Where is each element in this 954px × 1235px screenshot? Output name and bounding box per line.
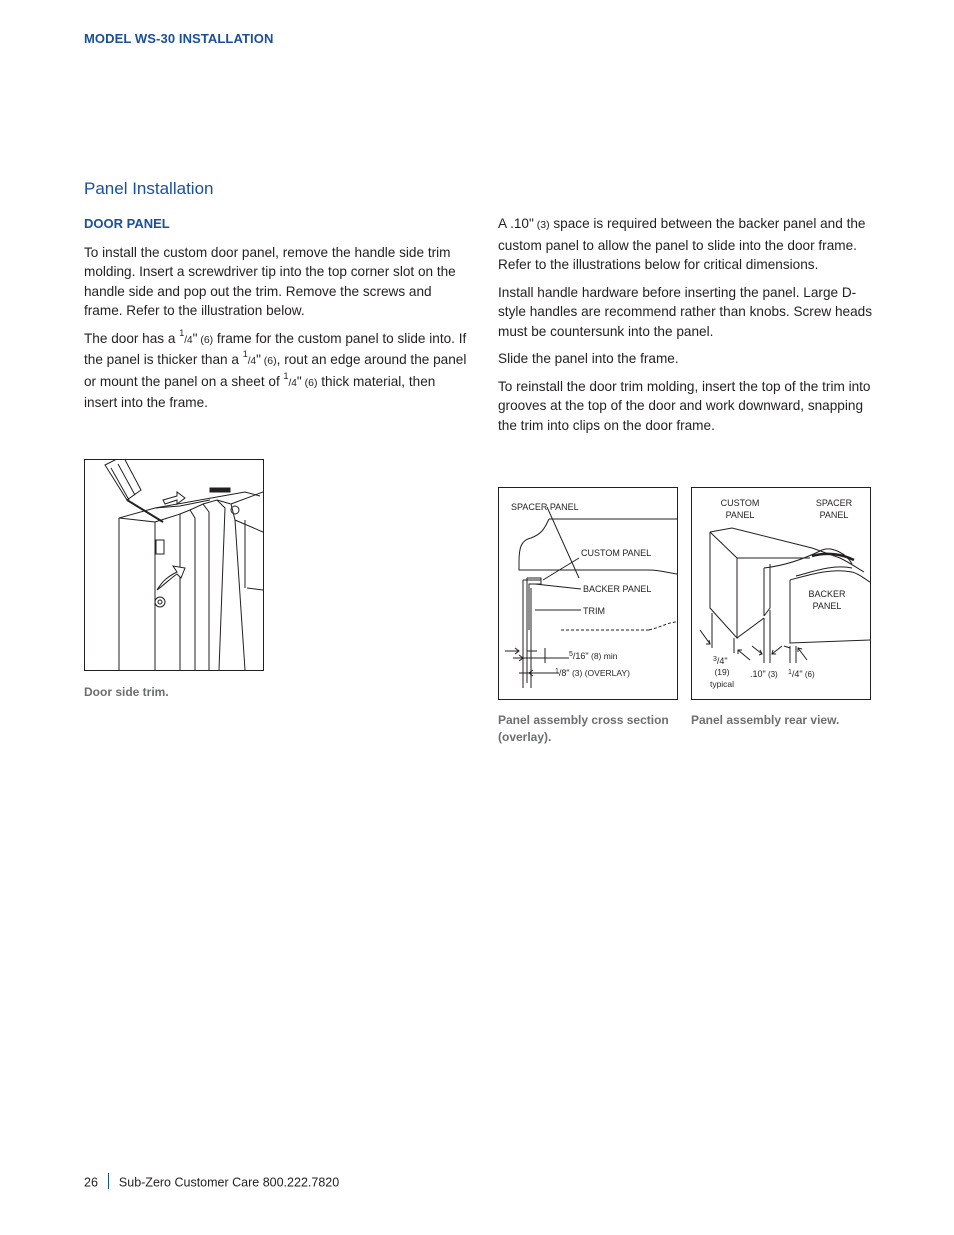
- rv-label-spacer-2: PANEL: [819, 510, 849, 520]
- rv-dim-ten: .10" (3): [750, 669, 778, 679]
- left-paragraph-1: To install the custom door panel, remove the handle side trim molding. Insert a screwdriver tip into the top corner slot on the handle side and pop out the trim. Remove the screws and frame. Refer to the illustration below.: [84, 244, 456, 318]
- door-trim-illustration: [84, 459, 264, 671]
- rv-dim-typical: typical: [709, 679, 735, 689]
- rv-label-backer-1: BACKER: [808, 589, 846, 599]
- rv-dim-three-quarter-mm: (19): [714, 667, 730, 677]
- page-footer: [84, 1175, 339, 1191]
- running-header: MODEL WS-30 INSTALLATION: [84, 31, 274, 46]
- rv-label-spacer-1: SPACER: [815, 498, 853, 508]
- cs-label-custom-panel: CUSTOM PANEL: [581, 548, 652, 558]
- rv-label-backer-2: PANEL: [812, 601, 842, 611]
- rv-label-custom-1: CUSTOM: [720, 498, 760, 508]
- page-number: 26: [84, 1175, 98, 1190]
- cs-label-spacer-panel: SPACER PANEL: [511, 502, 579, 512]
- left-paragraph-2: The door has a $^1$/4" (6) frame for the custom panel to slide into. If the panel is thicker than a $^1$/4" (6), rout an edge around the panel or mount the panel on a sheet of $^1$/4" (6) thick material, then insert into the frame.: [84, 327, 467, 410]
- right-column: [498, 214, 883, 443]
- right-paragraph-1: A .10" (3) space is required between the backer panel and the custom panel to allow the panel to slide into the door frame. Refer to the illustrations below for critical dimensions.: [498, 216, 866, 272]
- cross-section-drawing: [499, 488, 677, 699]
- footer-separator: [108, 1173, 109, 1189]
- cs-dim-overlay: $^1$/8" (3) (OVERLAY): [555, 668, 630, 678]
- cs-label-trim: TRIM: [583, 606, 605, 616]
- left-column: [84, 214, 469, 421]
- cs-label-backer-panel: BACKER PANEL: [583, 584, 652, 594]
- rv-label-custom-2: PANEL: [725, 510, 755, 520]
- right-paragraph-3: Slide the panel into the frame.: [498, 351, 679, 366]
- footer-text: Sub-Zero Customer Care 800.222.7820: [118, 1175, 340, 1190]
- cross-section-illustration: [498, 487, 678, 700]
- rv-dim-quarter: $^1$/4" (6): [788, 669, 815, 679]
- right-paragraph-2: Install handle hardware before inserting the panel. Large D-style handles are recommend rather than knobs. Screw heads must be countersunk into the panel.: [498, 284, 873, 339]
- rear-view-caption: Panel assembly rear view.: [691, 713, 840, 727]
- rv-dim-three-quarter: $^3$/4": [713, 656, 728, 666]
- door-panel-subheading: DOOR PANEL: [84, 216, 170, 231]
- rear-view-drawing: [692, 488, 870, 699]
- cs-dim-min: $^5$/16" (8) min: [569, 651, 618, 661]
- right-paragraph-4: To reinstall the door trim molding, insert the top of the trim into grooves at the top of the door and work downward, snapping the trim into clips on the door frame.: [498, 378, 871, 433]
- rear-view-illustration: [691, 487, 871, 700]
- door-trim-drawing: [85, 460, 263, 670]
- door-trim-caption: Door side trim.: [84, 685, 169, 699]
- cross-section-caption: Panel assembly cross section (overlay).: [498, 713, 669, 744]
- section-title: Panel Installation: [84, 179, 214, 198]
